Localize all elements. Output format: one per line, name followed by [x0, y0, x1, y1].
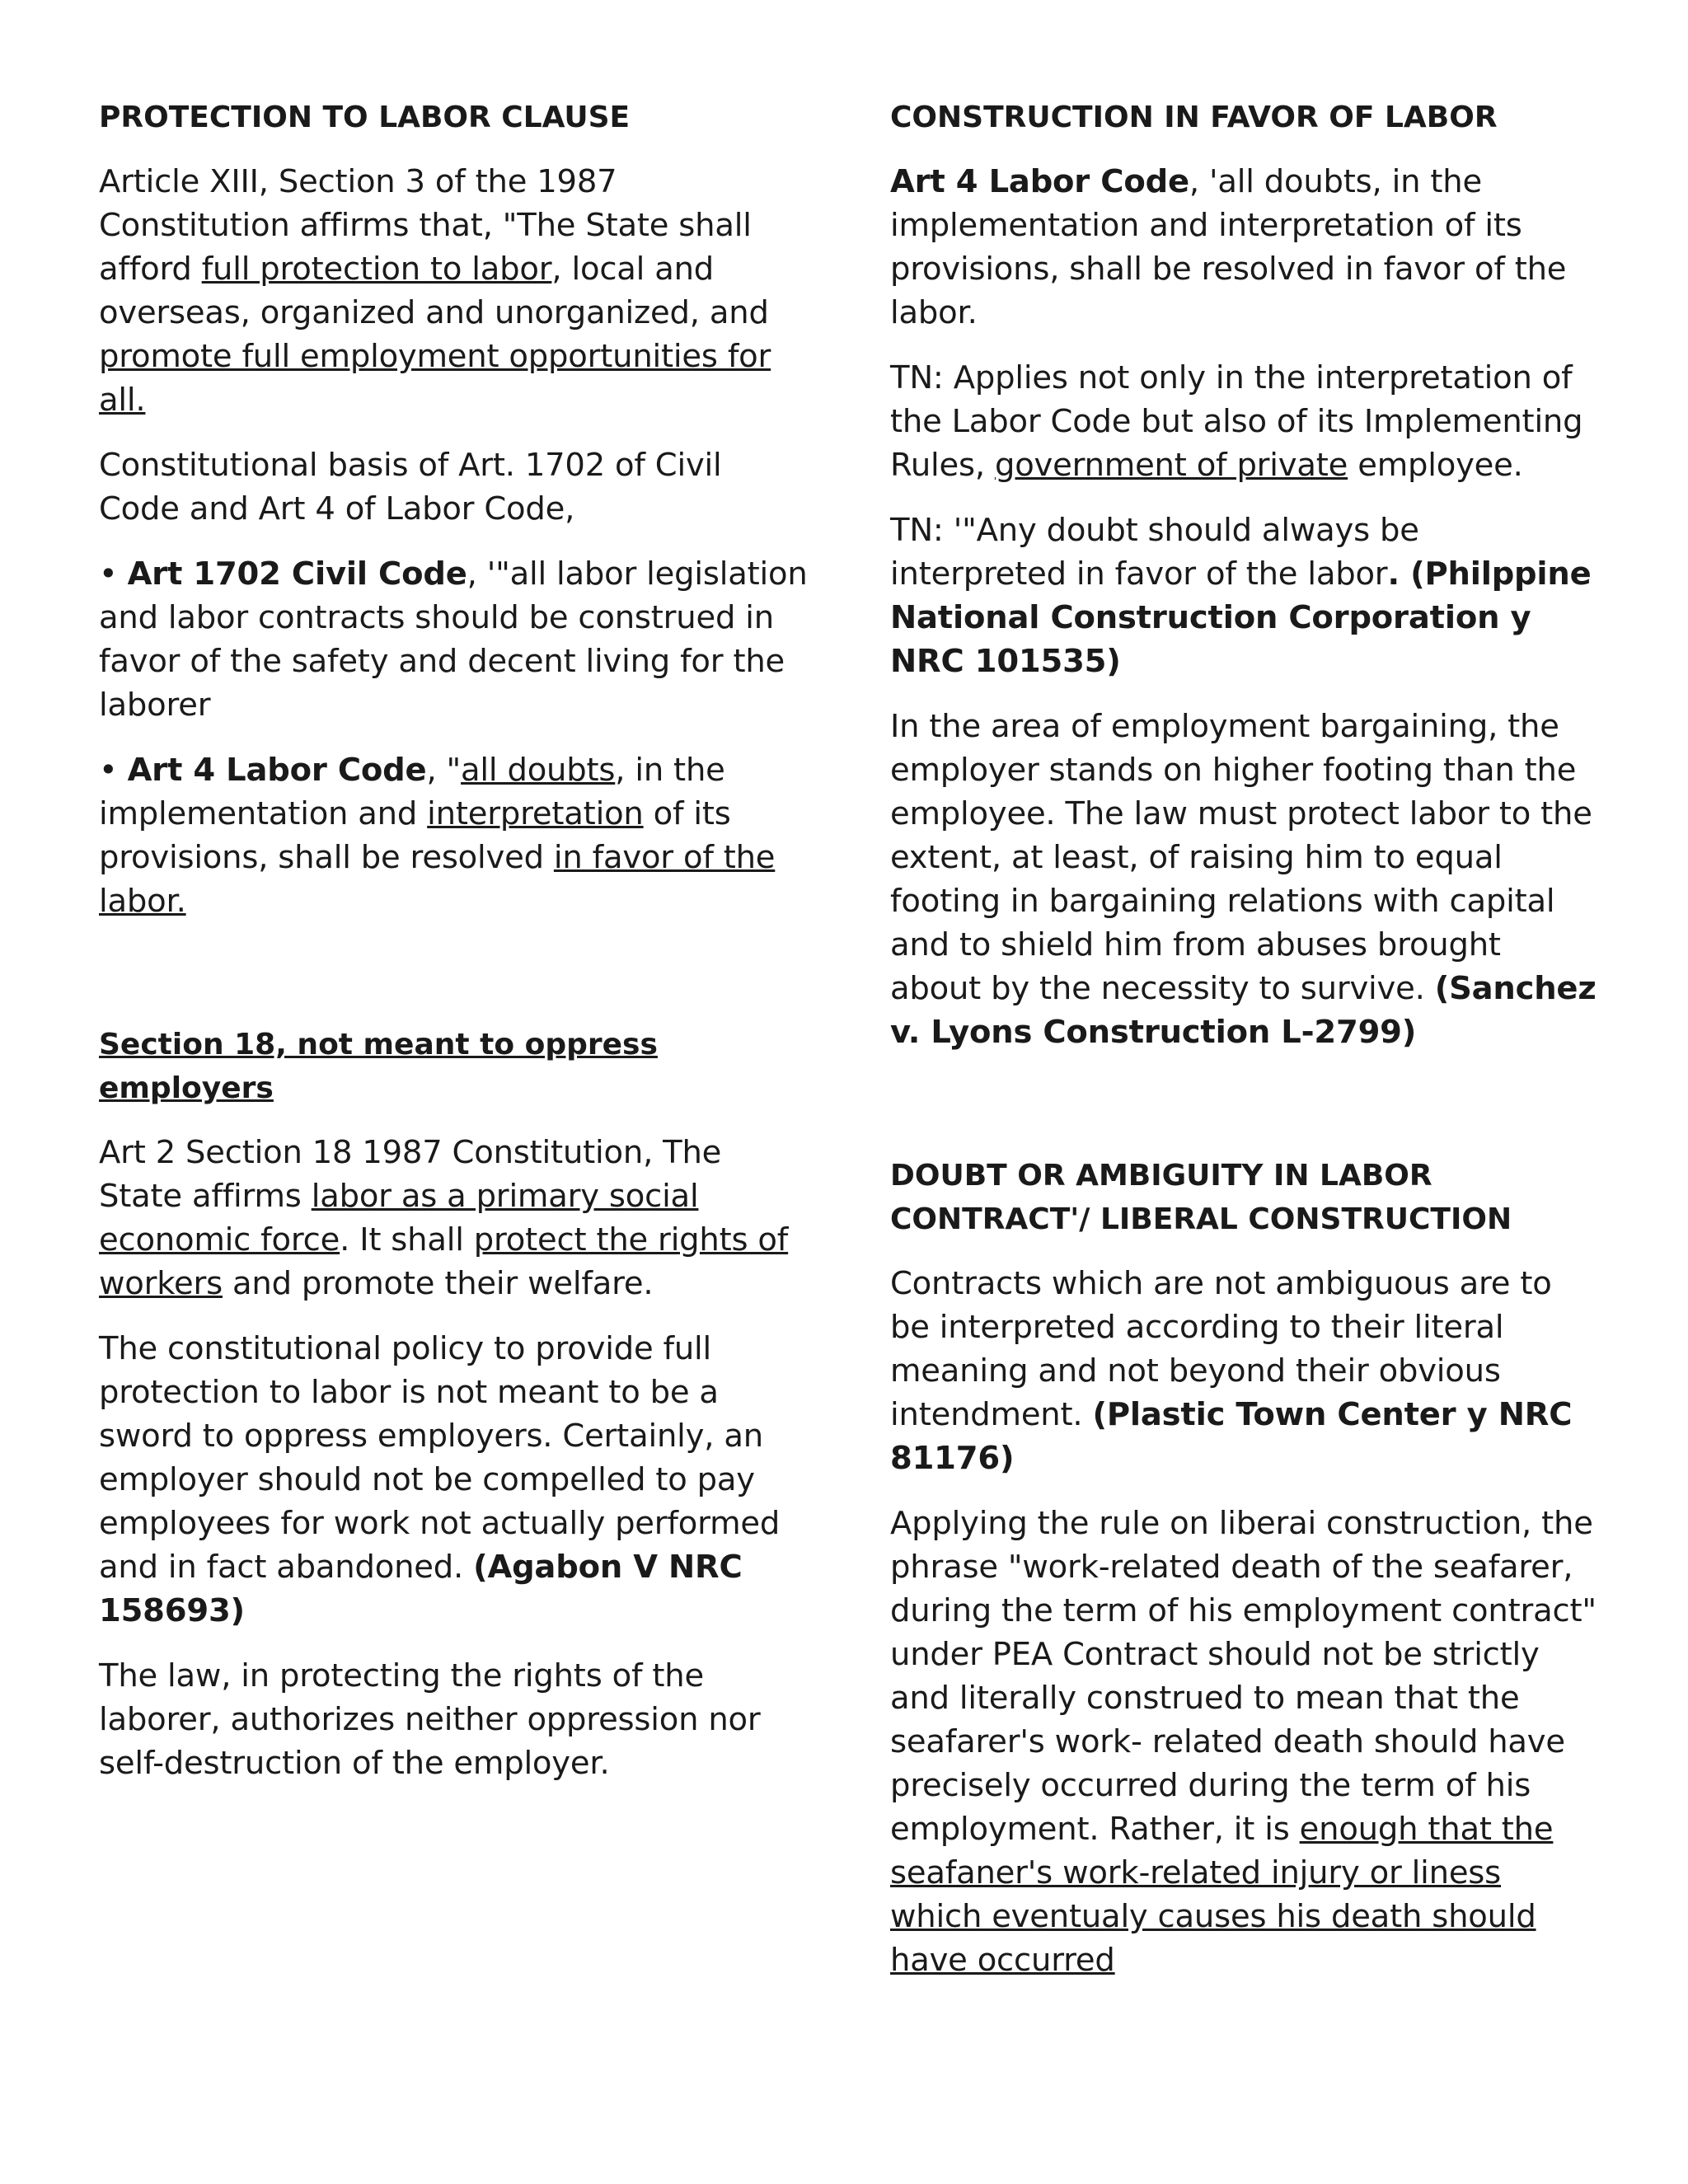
heading-doubt-or-ambiguity: DOUBT OR AMBIGUITY IN LABOR CONTRACT'/ LIBERAL CONSTRUCTION — [890, 1159, 1512, 1236]
paragraph-contracts-not-ambiguous: Contracts which are not ambiguous are to be interpreted according to their literal meaning and not beyond their obvious intendment. (Plastic Town Center y NRC 81176) — [890, 1265, 1573, 1477]
right-column — [890, 96, 1599, 2004]
section-gap — [99, 944, 808, 1023]
paragraph-law-protecting-rights: The law, in protecting the rights of the laborer, authorizes neither oppression nor self-destruction of the employer. — [99, 1657, 761, 1782]
paragraph-art-2-section-18: Art 2 Section 18 1987 Constitution, The State affirms labor as a primary social economic force. It shall protect the rights of workers and promote their welfare. — [99, 1134, 789, 1302]
paragraph-tn-applies: TN: Applies not only in the interpretation of the Labor Code but also of its Implementing Rules, government of private employee. — [890, 359, 1583, 484]
paragraph-constitutional-basis: Constitutional basis of Art. 1702 of Civil Code and Art 4 of Labor Code, — [99, 447, 722, 527]
bullet-art-4: • Art 4 Labor Code, "all doubts, in the implementation and interpretation of its provisions, shall be resolved in favor of the labor. — [99, 752, 776, 920]
paragraph-constitutional-policy: The constitutional policy to provide full protection to labor is not meant to be a sword to oppress employers. Certainly, an employer should not be compelled to pay employees for work not actually performed and in fact abandoned. (Agabon V NRC 158693) — [99, 1330, 781, 1629]
paragraph-employment-bargaining: In the area of employment bargaining, the employer stands on higher footing than the employee. The law must protect labor to the extent, at least, of raising him to equal footing in bargaining relations with capital and to shield him from abuses brought about by the necessity to survive. (Sanchez v. Lyons Construction L-2799) — [890, 708, 1597, 1051]
paragraph-liberal-construction: Applying the rule on liberai construction, the phrase "work-related death of the seafarer, during the term of his employment contract" under PEA Contract should not be strictly and literally construed to mean that the seafarer's work- related death should have precisely occurred during the term of his employment. Rather, it is enough that the seafaner's work-related injury or liness which eventualy causes his death should have occurred — [890, 1505, 1597, 1979]
bullet-art-1702: • Art 1702 Civil Code, '"all labor legislation and labor contracts should be construed in favor of the safety and decent living for the laborer — [99, 555, 808, 724]
paragraph-art-4-labor-code: Art 4 Labor Code, 'all doubts, in the implementation and interpretation of its provisions, shall be resolved in favor of the labor. — [890, 163, 1567, 331]
heading-protection-to-labor-clause: PROTECTION TO LABOR CLAUSE — [99, 101, 631, 134]
heading-construction-in-favor-of-labor: CONSTRUCTION IN FAVOR OF LABOR — [890, 101, 1498, 134]
paragraph-tn-any-doubt: TN: '"Any doubt should always be interpreted in favor of the labor. (Philppine National Construction Corporation y NRC 101535) — [890, 512, 1592, 680]
left-column — [99, 96, 808, 1807]
paragraph-article-xiii: Article XIII, Section 3 of the 1987 Constitution affirms that, "The State shall afford full protection to labor, local and overseas, organized and unorganized, and promote full employment opportunities for all. — [99, 163, 771, 419]
heading-section-18: Section 18, not meant to oppress employers — [99, 1028, 658, 1105]
section-gap — [890, 1076, 1599, 1154]
